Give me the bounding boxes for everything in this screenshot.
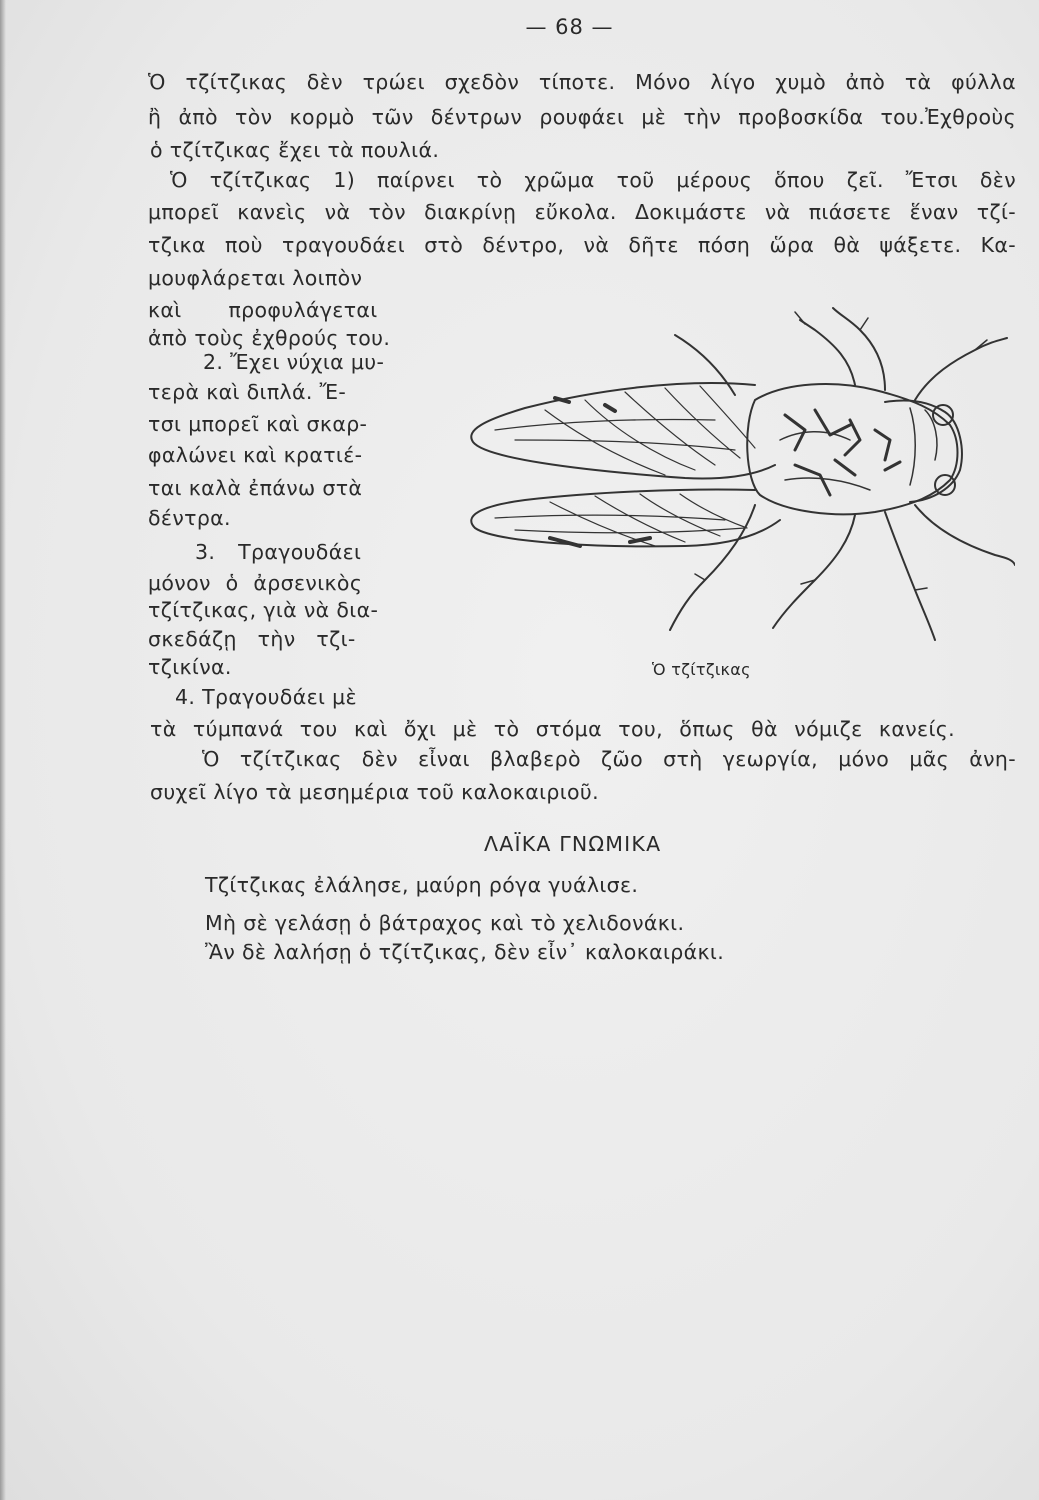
intro-line: ἢ ἀπὸ τὸν κορμὸ τῶν δέντρων ρουφάει μὲ τὴν προβοσκίδα του.Ἐχθροὺς (148, 105, 1016, 129)
closing-line: συχεῖ λίγο τὰ μεσημέρια τοῦ καλοκαιριοῦ. (150, 780, 600, 804)
column-line: τσι μπορεῖ καὶ σκαρ- (148, 412, 368, 436)
proverb-line: Μὴ σὲ γελάσῃ ὁ βάτραχος καὶ τὸ χελιδονάκι. (205, 911, 685, 935)
figure-caption: Ὁ τζίτζικας (652, 660, 751, 679)
column-line: δέντρα. (148, 506, 231, 530)
column-line: τζίτζικας, γιὰ νὰ δια- (148, 598, 379, 622)
closing-line: τὰ τύμπανά του καὶ ὄχι μὲ τὸ στόμα του, ὅπως θὰ νόμιζε κανείς. (150, 717, 955, 741)
cicada-illustration (455, 290, 1015, 660)
paragraph-line: τζικα ποὺ τραγουδάει στὸ δέντρο, νὰ δῆτε πόση ὥρα θὰ ψάξετε. Κα- (148, 233, 1016, 257)
paragraph-line: μπορεῖ κανεὶς νὰ τὸν διακρίνῃ εὔκολα. Δοκιμάστε νὰ πιάσετε ἕναν τζί- (148, 200, 1016, 224)
column-line: ται καλὰ ἐπάνω στὰ (148, 476, 363, 500)
column-line: 4. Τραγουδάει μὲ (175, 685, 357, 709)
proverb-line: Ἂν δὲ λαλήσῃ ὁ τζίτζικας, δὲν εἶν᾽ καλοκαιράκι. (205, 940, 725, 964)
page-number: — 68 — (525, 15, 614, 39)
closing-line: Ὁ τζίτζικας δὲν εἶναι βλαβερὸ ζῶο στὴ γεωργία, μόνο μᾶς ἀνη- (202, 747, 1016, 771)
column-line: 2. Ἔχει νύχια μυ- (203, 350, 385, 374)
proverb-line: Τζίτζικας ἐλάλησε, μαύρη ρόγα γυάλισε. (205, 873, 639, 897)
column-line: μουφλάρεται λοιπὸν (148, 266, 363, 290)
page-edge-shadow (0, 0, 6, 1500)
column-line: σκεδάζῃ τὴν τζι- (148, 627, 356, 651)
paragraph-line: Ὁ τζίτζικας 1) παίρνει τὸ χρῶμα τοῦ μέρους ὅπου ζεῖ. Ἔτσι δὲν (170, 168, 1016, 192)
intro-line: ὁ τζίτζικας ἔχει τὰ πουλιά. (150, 138, 440, 162)
column-line: ἀπὸ τοὺς ἐχθρούς του. (148, 326, 391, 350)
column-line: τερὰ καὶ διπλά. Ἔ- (148, 380, 347, 404)
column-line: μόνον ὁ ἀρσενικὸς (148, 571, 363, 595)
column-line: καὶ προφυλάγεται (148, 298, 378, 322)
column-line: τζικίνα. (148, 655, 232, 679)
intro-line: Ὁ τζίτζικας δὲν τρώει σχεδὸν τίποτε. Μόνο λίγο χυμὸ ἀπὸ τὰ φύλλα (148, 70, 1016, 94)
column-line: 3. Τραγουδάει (195, 540, 362, 564)
proverbs-heading: ΛΑΪΚΑ ΓΝΩΜΙΚΑ (484, 832, 662, 856)
column-line: φαλώνει καὶ κρατιέ- (148, 443, 363, 467)
